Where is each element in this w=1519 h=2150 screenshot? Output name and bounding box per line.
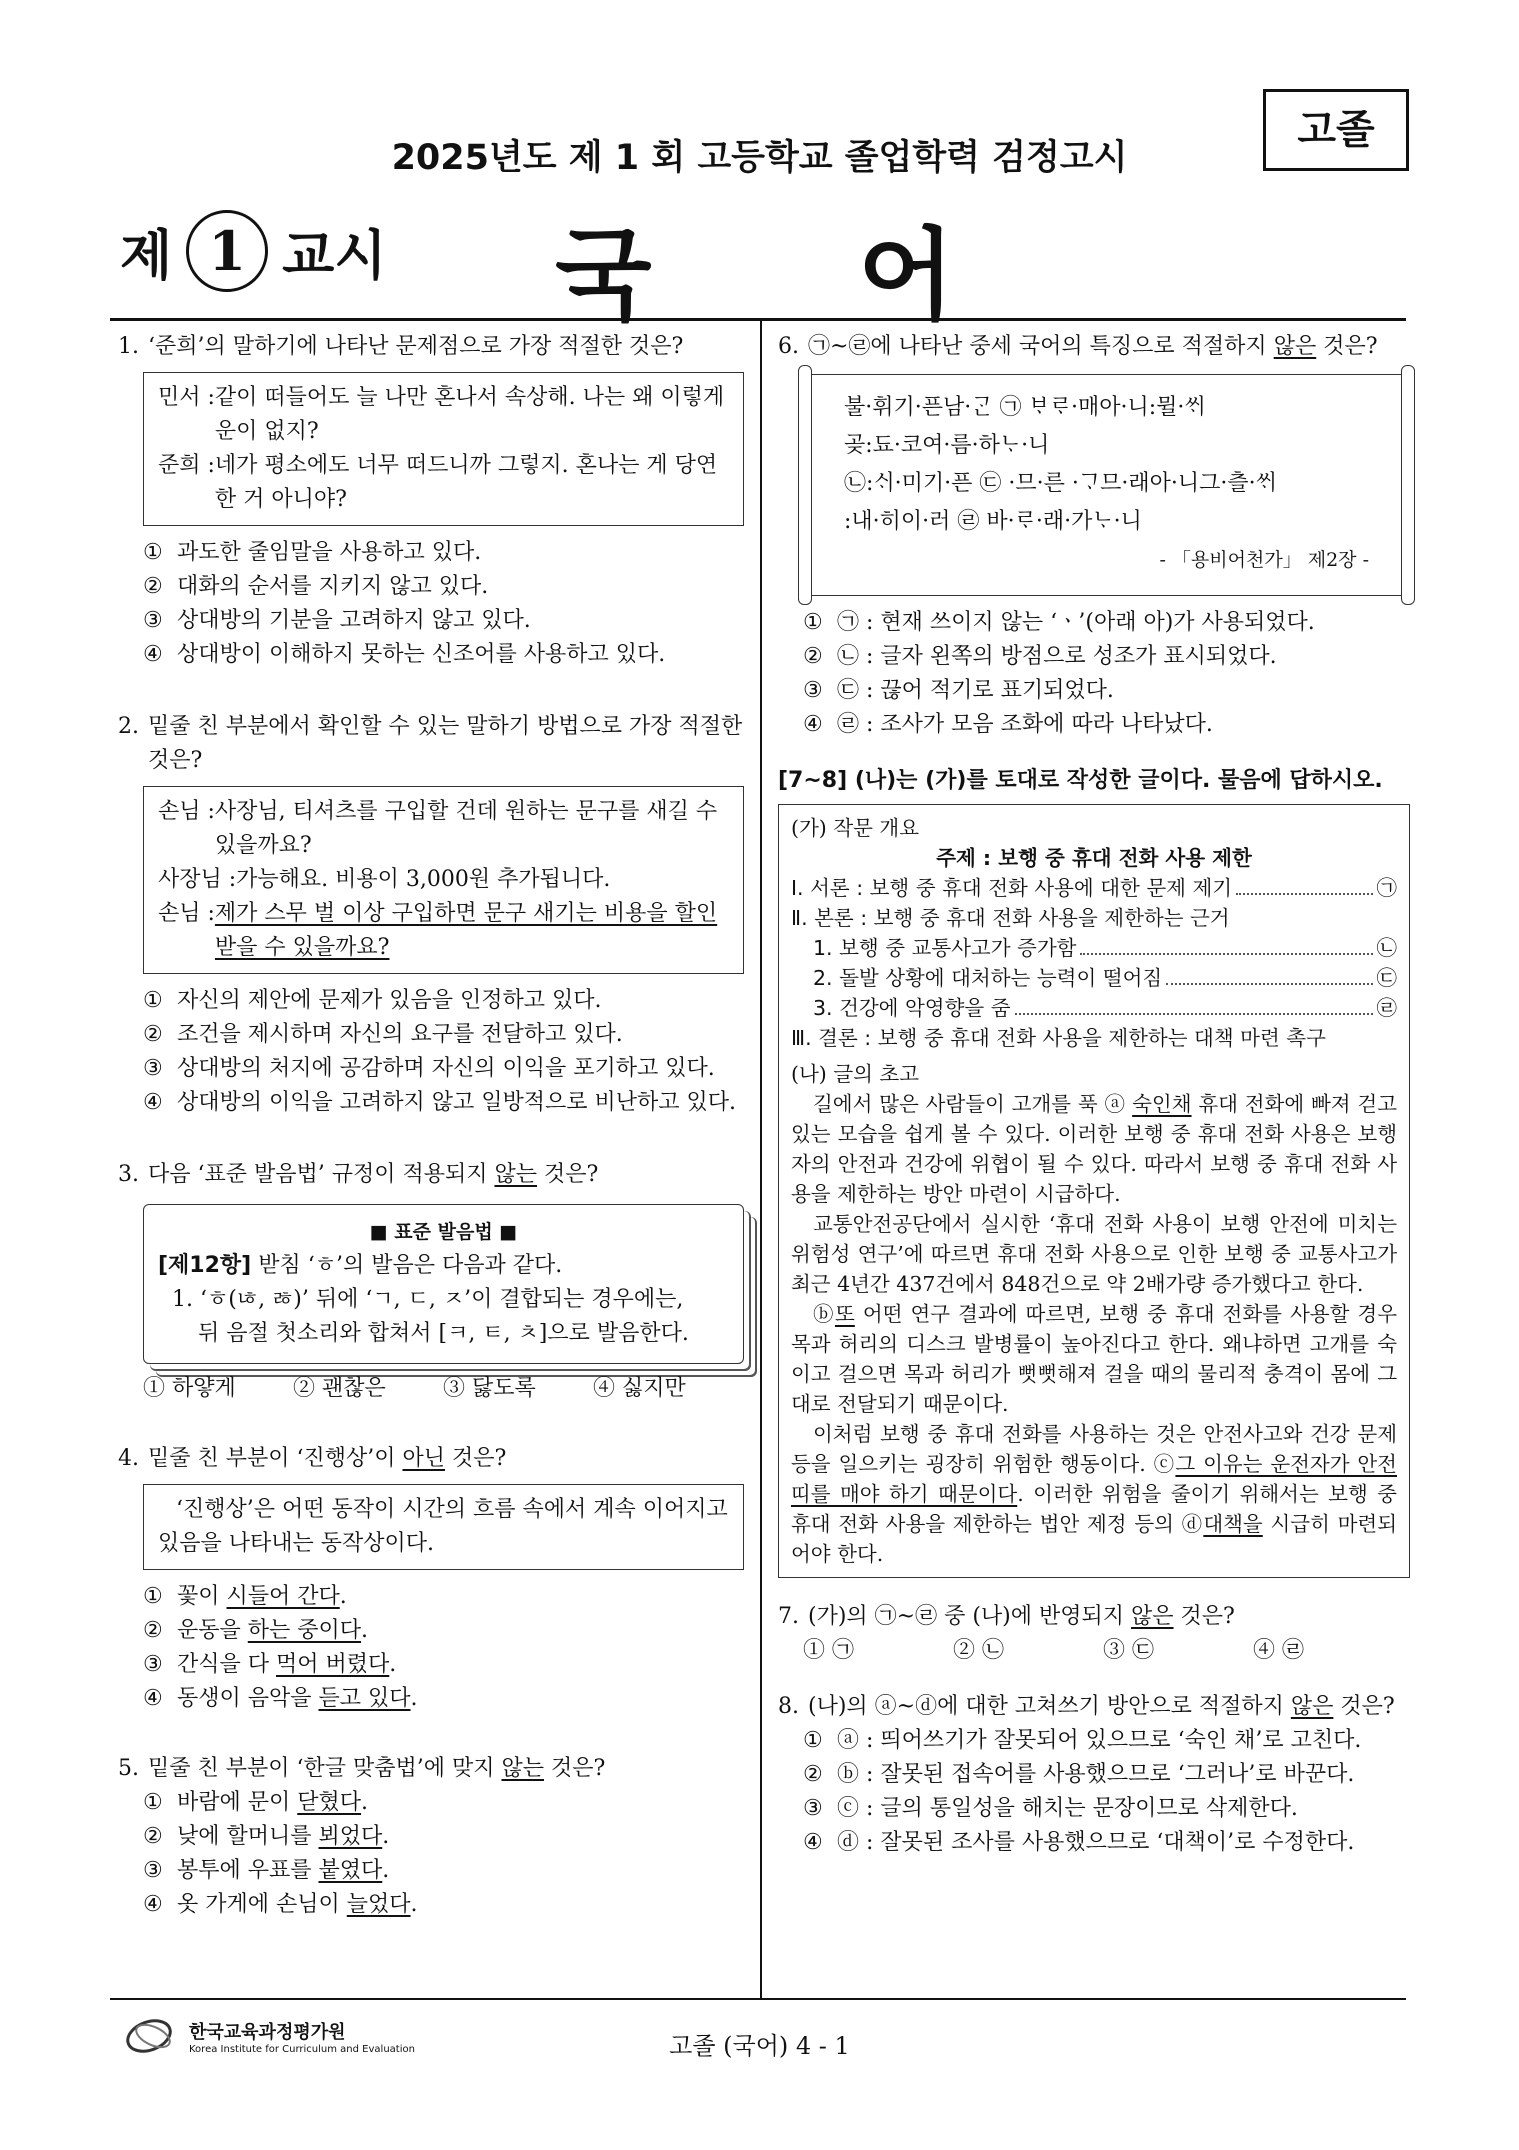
option-text: 자신의 제안에 문제가 있음을 인정하고 있다. bbox=[177, 988, 602, 1013]
dialogue-box bbox=[143, 372, 744, 526]
subject-char-2: 어 bbox=[858, 217, 955, 334]
question-5 bbox=[118, 1752, 744, 1922]
question-group-7-8 bbox=[778, 764, 1410, 1578]
answer-option: ③ ㉢ bbox=[1103, 1638, 1154, 1663]
answer-options-row bbox=[143, 1372, 744, 1406]
speaker: 준희 : bbox=[158, 453, 215, 478]
option-text: 상대방이 이해하지 못하는 신조어를 사용하고 있다. bbox=[177, 642, 666, 667]
answer-option: ① ㉠ : 현재 쓰이지 않는 ‘ㆍ’(아래 아)가 사용되었다. bbox=[803, 610, 1315, 635]
question-7 bbox=[778, 1600, 1410, 1668]
outline-item: Ⅱ. 본론 : 보행 중 휴대 전화 사용을 제한하는 근거 bbox=[791, 906, 1230, 930]
option-text: 조건을 제시하며 자신의 요구를 전달하고 있다. bbox=[177, 1022, 623, 1047]
answer-option bbox=[143, 1052, 744, 1086]
option-number: ② bbox=[143, 574, 163, 599]
draft-paragraph-1: 길에서 많은 사람들이 고개를 푹 ⓐ 숙인채 휴대 전화에 빠져 걷고 있는 모습을 쉽게 볼 수 있다. 이러한 보행 중 휴대 전화 사용은 보행자의 안전과 건강에 위협이 될 수 있다. 따라서 보행 중 휴대 전화 사용을 제한하는 방안 마련이 시급하다. bbox=[791, 1092, 1397, 1206]
question-prompt: (나)의 ⓐ~ⓓ에 대한 고쳐쓰기 방안으로 적절하지 않은 것은? bbox=[808, 1694, 1395, 1719]
definition-box: ‘진행상’은 어떤 동작이 시간의 흐름 속에서 계속 이어지고 있음을 나타내는 동작상이다. bbox=[143, 1484, 744, 1570]
option-number: ② bbox=[143, 1022, 163, 1047]
rule-title: ■ 표준 발음법 ■ bbox=[369, 1221, 518, 1243]
question-8 bbox=[778, 1690, 1410, 1860]
question-3 bbox=[118, 1158, 744, 1406]
option-text: 대화의 순서를 지키지 않고 있다. bbox=[177, 574, 489, 599]
outline-label: (가) 작문 개요 bbox=[791, 816, 920, 840]
dialogue-line: 네가 평소에도 너무 떠드니까 그렇지. 혼나는 게 당연한 거 아니야? bbox=[214, 453, 718, 512]
answer-option: ③ ⓒ : 글의 통일성을 해치는 문장이므로 삭제한다. bbox=[803, 1796, 1298, 1821]
question-6 bbox=[778, 330, 1410, 742]
answer-options-row bbox=[803, 1634, 1410, 1668]
option-text: 상대방의 처지에 공감하며 자신의 이익을 포기하고 있다. bbox=[177, 1056, 715, 1081]
answer-option: ③ 봉투에 우표를 붙였다. bbox=[143, 1858, 390, 1883]
question-prompt: (가)의 ㉠~㉣ 중 (나)에 반영되지 않은 것은? bbox=[808, 1604, 1235, 1629]
left-column bbox=[118, 330, 744, 1922]
answer-option: ④ 옷 가게에 손님이 늘었다. bbox=[143, 1892, 418, 1917]
level-badge: 고졸 bbox=[1263, 89, 1409, 171]
column-divider bbox=[760, 318, 762, 1998]
rule-subline: 뒤 음절 첫소리와 합쳐서 [ㅋ, ㅌ, ㅊ]으로 발음한다. bbox=[198, 1321, 689, 1346]
draft-paragraph-2: 교통안전공단에서 실시한 ‘휴대 전화 사용이 보행 안전에 미치는 위험성 연구’에 따르면 휴대 전화 사용으로 인한 보행 중 교통사고가 최근 4년간 437건에서 848건으로 약 2배가량 증가했다고 한다. bbox=[791, 1212, 1397, 1296]
answer-option: ④ ㉣ bbox=[1253, 1638, 1304, 1663]
draft-paragraph-3: ⓑ또 어떤 연구 결과에 따르면, 보행 중 휴대 전화를 사용할 경우 목과 허리의 디스크 발병률이 높아진다고 한다. 왜냐하면 고개를 숙이고 걸으면 목과 허리가 뻣뻣해져 걸을 때의 물리적 충격이 몸에 그대로 전달되기 때문이다. bbox=[791, 1302, 1398, 1416]
answer-option: ② ㉡ bbox=[953, 1638, 1004, 1663]
answer-option: ① ⓐ : 띄어쓰기가 잘못되어 있으므로 ‘숙인 채’로 고친다. bbox=[803, 1728, 1362, 1753]
question-number: 1. bbox=[118, 334, 139, 359]
speaker: 손님 : bbox=[158, 799, 215, 824]
outline-item: 2. 돌발 상황에 대처하는 능력이 떨어짐 ㉢ bbox=[791, 963, 1397, 993]
answer-option: ③ 간식을 다 먹어 버렸다. bbox=[143, 1652, 397, 1677]
dialogue-line: 같이 떠들어도 늘 나만 혼나서 속상해. 나는 왜 이렇게 운이 없지? bbox=[214, 385, 725, 444]
passage-line: ㉡:ᄉᆡ·미기·픈 ㉢ ·므·른 ·ᄀᆞ므·래아·니그·츨·ᄊᆡ bbox=[844, 471, 1277, 496]
outline-item: 1. 보행 중 교통사고가 증가함 ㉡ bbox=[791, 933, 1397, 963]
page-label: 고졸 (국어) 4 - 1 bbox=[669, 2032, 850, 2060]
option-number: ④ bbox=[143, 642, 163, 667]
option-number: ③ bbox=[143, 1056, 163, 1081]
draft-paragraph-4: 이처럼 보행 중 휴대 전화를 사용하는 것은 안전사고와 건강 문제 등을 일으키는 굉장히 위험한 행동이다. ⓒ그 이유는 운전자가 안전띠를 매야 하기 때문이다. 이러한 위험을 줄이기 위해서는 보행 중 휴대 전화 사용을 제한하는 법안 제정 등의 ⓓ대책을 시급히 마련되어야 한다. bbox=[791, 1422, 1397, 1566]
answer-option bbox=[143, 1086, 744, 1120]
question-prompt: ‘준희’의 말하기에 나타난 문제점으로 가장 적절한 것은? bbox=[148, 334, 684, 359]
passage-scroll bbox=[803, 374, 1410, 596]
passage-line: 곶:됴·코여·름·하ᄂᆞ·니 bbox=[844, 433, 1050, 458]
outline-item: Ⅰ. 서론 : 보행 중 휴대 전화 사용에 대한 문제 제기 ㉠ bbox=[791, 873, 1397, 903]
exam-title: 2025년도 제 1 회 고등학교 졸업학력 검정고시 bbox=[391, 138, 1128, 178]
speaker: 손님 : bbox=[158, 901, 215, 926]
dialogue-box bbox=[143, 786, 744, 974]
answer-option: ① 하얗게 bbox=[143, 1376, 236, 1401]
header-divider bbox=[110, 318, 1406, 321]
right-column bbox=[778, 330, 1410, 1860]
rule-line: [제12항] 받침 ‘ㅎ’의 발음은 다음과 같다. bbox=[158, 1253, 563, 1278]
answer-option bbox=[143, 570, 744, 604]
question-number: 2. bbox=[118, 714, 139, 739]
answer-option: ④ ⓓ : 잘못된 조사를 사용했으므로 ‘대책이’로 수정한다. bbox=[803, 1830, 1355, 1855]
answer-option bbox=[143, 1018, 744, 1052]
answer-option: ② 괜찮은 bbox=[293, 1376, 386, 1401]
footer-divider bbox=[110, 1998, 1406, 2000]
option-text: 상대방의 기분을 고려하지 않고 있다. bbox=[177, 608, 531, 633]
answer-option bbox=[143, 638, 744, 672]
question-prompt: 밑줄 친 부분에서 확인할 수 있는 말하기 방법으로 가장 적절한 것은? bbox=[148, 714, 743, 773]
question-1 bbox=[118, 330, 744, 672]
group-instruction: [7~8] (나)는 (가)를 토대로 작성한 글이다. 물음에 답하시오. bbox=[778, 768, 1383, 793]
answer-option: ① ㉠ bbox=[803, 1638, 854, 1663]
answer-option: ④ 싫지만 bbox=[593, 1376, 686, 1401]
question-number: 8. bbox=[778, 1694, 799, 1719]
question-number: 7. bbox=[778, 1604, 799, 1629]
option-text: 상대방의 이익을 고려하지 않고 일방적으로 비난하고 있다. bbox=[177, 1090, 737, 1115]
question-2 bbox=[118, 710, 744, 1120]
answer-option bbox=[143, 984, 744, 1018]
question-number: 5. bbox=[118, 1756, 139, 1781]
option-number: ① bbox=[143, 988, 163, 1013]
answer-option bbox=[143, 536, 744, 570]
answer-option: ① 바람에 문이 닫혔다. bbox=[143, 1790, 369, 1815]
outline-item: Ⅲ. 결론 : 보행 중 휴대 전화 사용을 제한하는 대책 마련 촉구 bbox=[791, 1026, 1326, 1050]
question-number: 4. bbox=[118, 1446, 139, 1471]
draft-label: (나) 글의 초고 bbox=[791, 1062, 920, 1086]
subject-char-1: 국 bbox=[555, 217, 652, 334]
dialogue-line: 가능해요. 비용이 3,000원 추가됩니다. bbox=[236, 867, 611, 892]
period-suffix: 교시 bbox=[282, 223, 387, 287]
rule-subline: 1. ‘ㅎ(ㄶ, ㅀ)’ 뒤에 ‘ㄱ, ㄷ, ㅈ’이 결합되는 경우에는, bbox=[172, 1287, 684, 1312]
answer-option: ③ 닳도록 bbox=[443, 1376, 536, 1401]
org-name: 한국교육과정평가원 bbox=[189, 2021, 346, 2043]
question-number: 3. bbox=[118, 1162, 139, 1187]
dialogue-line: 사장님, 티셔츠를 구입할 건데 원하는 문구를 새길 수 있을까요? bbox=[214, 799, 718, 858]
underlined-dialogue-line: 제가 스무 벌 이상 구입하면 문구 새기는 비용을 할인받을 수 있을까요? bbox=[214, 901, 718, 960]
period-prefix: 제 bbox=[120, 223, 173, 287]
question-prompt: ㉠~㉣에 나타난 중세 국어의 특징으로 적절하지 않은 것은? bbox=[808, 334, 1378, 359]
period-number: 1 bbox=[186, 210, 268, 292]
option-text: 과도한 줄임말을 사용하고 있다. bbox=[177, 540, 482, 565]
option-number: ④ bbox=[143, 1090, 163, 1115]
question-4 bbox=[118, 1442, 744, 1716]
period-label bbox=[120, 210, 387, 292]
outline-item: 3. 건강에 악영향을 줌 ㉣ bbox=[791, 993, 1397, 1023]
speaker: 민서 : bbox=[158, 385, 215, 410]
speaker: 사장님 : bbox=[158, 867, 237, 892]
answer-option bbox=[143, 604, 744, 638]
passage-line: :내·히이·러 ㉣ 바·ᄅᆞ·래·가ᄂᆞ·니 bbox=[844, 509, 1142, 534]
question-number: 6. bbox=[778, 334, 799, 359]
option-number: ③ bbox=[143, 608, 163, 633]
question-prompt: 밑줄 친 부분이 ‘진행상’이 아닌 것은? bbox=[148, 1446, 507, 1471]
option-number: ① bbox=[143, 540, 163, 565]
answer-option: ② ⓑ : 잘못된 접속어를 사용했으므로 ‘그러나’로 바꾼다. bbox=[803, 1762, 1355, 1787]
answer-option: ④ 동생이 음악을 듣고 있다. bbox=[143, 1686, 418, 1711]
org-name-en: Korea Institute for Curriculum and Evaluation bbox=[189, 2043, 415, 2055]
question-prompt: 다음 ‘표준 발음법’ 규정이 적용되지 않는 것은? bbox=[148, 1162, 599, 1187]
outline-topic: 주제 : 보행 중 휴대 전화 사용 제한 bbox=[936, 846, 1252, 870]
essay-outline-box bbox=[778, 804, 1410, 1578]
rule-box bbox=[143, 1204, 744, 1364]
passage-line: 불·휘기·픈남·ᄀᆞᆫ ㉠ ᄇᆞᄅᆞ·매아·니:뮐·ᄊᆡ bbox=[844, 395, 1206, 420]
answer-option: ② 낮에 할머니를 뵈었다. bbox=[143, 1824, 390, 1849]
answer-option: ② ㉡ : 글자 왼쪽의 방점으로 성조가 표시되었다. bbox=[803, 644, 1277, 669]
answer-option: ③ ㉢ : 끊어 적기로 표기되었다. bbox=[803, 678, 1114, 703]
passage-source: - 「용비어천가」 제2장 - bbox=[1159, 549, 1369, 571]
answer-option: ② 운동을 하는 중이다. bbox=[143, 1618, 369, 1643]
answer-option: ① 꽃이 시들어 간다. bbox=[143, 1584, 347, 1609]
answer-option: ④ ㉣ : 조사가 모음 조화에 따라 나타났다. bbox=[803, 712, 1213, 737]
question-prompt: 밑줄 친 부분이 ‘한글 맞춤법’에 맞지 않는 것은? bbox=[148, 1756, 606, 1781]
